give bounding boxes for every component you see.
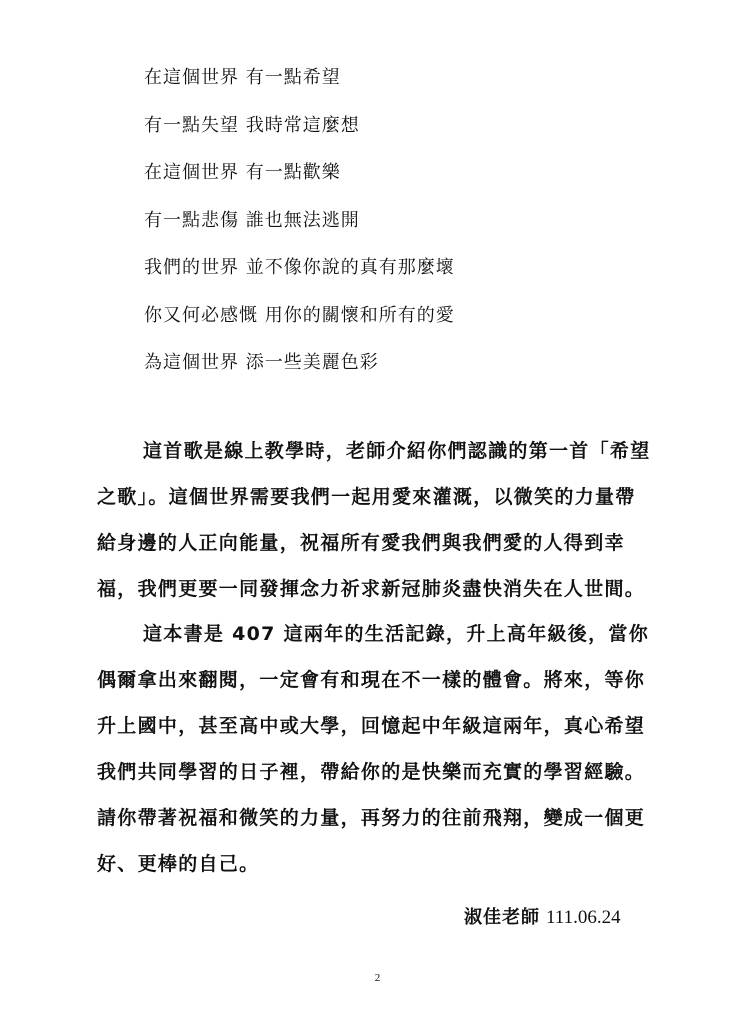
intro-paragraph <box>97 428 660 612</box>
lyric-line: 在這個世界 有一點歡樂 <box>144 162 341 183</box>
paragraph-line: 這首歌是線上教學時，老師介紹你們認識的第一首「希望 <box>143 440 651 462</box>
lyric-line: 為這個世界 添一些美麗色彩 <box>144 352 379 373</box>
message-paragraph <box>97 611 660 887</box>
song-lyrics <box>144 66 664 399</box>
paragraph-line: 給身邊的人正向能量，祝福所有愛我們與我們愛的人得到幸 <box>97 532 625 554</box>
signature-date: 111.06.24 <box>546 907 621 928</box>
page-number: 2 <box>374 972 381 984</box>
paragraph-line: 之歌」。這個世界需要我們一起用愛來灌溉，以微笑的力量帶 <box>97 486 636 508</box>
paragraph-line: 好、更棒的自己。 <box>97 853 260 875</box>
paragraph-line: 這本書是 407 這兩年的生活記錄，升上高年級後，當你 <box>143 623 649 645</box>
paragraph-line: 請你帶著祝福和微笑的力量，再努力的往前飛翔，變成一個更 <box>97 807 646 829</box>
paragraph-line: 升上國中，甚至高中或大學，回憶起中年級這兩年，真心希望 <box>97 715 646 737</box>
paragraph-line: 偶爾拿出來翻閱，一定會有和現在不一樣的體會。將來，等你 <box>97 669 646 691</box>
lyric-line: 在這個世界 有一點希望 <box>144 67 341 88</box>
paragraph-line: 福，我們更要一同發揮念力祈求新冠肺炎盡快消失在人世間。 <box>97 578 646 600</box>
lyric-line: 有一點悲傷 誰也無法逃開 <box>144 209 360 231</box>
lyric-line: 我們的世界 並不像你說的真有那麼壞 <box>144 257 455 278</box>
teacher-name: 淑佳老師 <box>464 907 540 928</box>
signature <box>464 904 621 931</box>
lyric-line: 你又何必感慨 用你的關懷和所有的愛 <box>144 304 455 326</box>
paragraph-line: 我們共同學習的日子裡，帶給你的是快樂而充實的學習經驗。 <box>97 761 646 783</box>
lyric-line: 有一點失望 我時常這麼想 <box>144 114 360 136</box>
